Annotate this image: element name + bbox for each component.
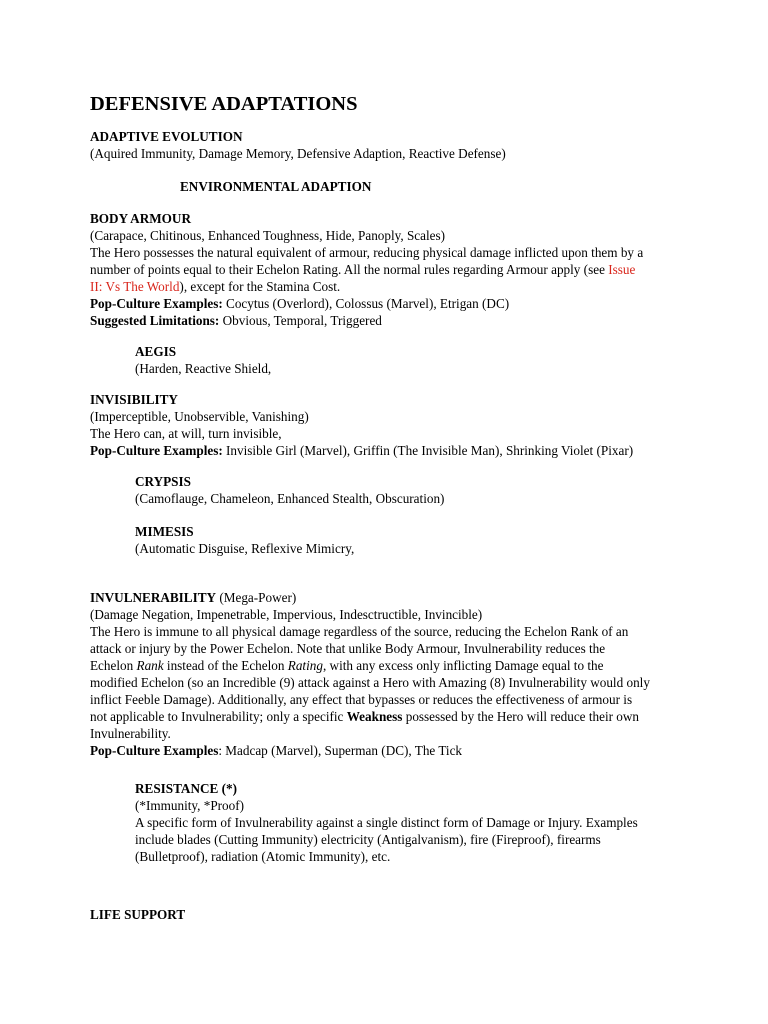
section-description: modified Echelon (so an Incredible (9) attack against a Hero with Amazing (8) Invulnerability would only <box>90 675 650 690</box>
section-aliases: (Harden, Reactive Shield, <box>135 361 272 376</box>
section-aliases: (Aquired Immunity, Damage Memory, Defensive Adaption, Reactive Defense) <box>90 146 506 161</box>
suggested-limitations: Suggested Limitations: Obvious, Temporal, Triggered <box>90 313 382 328</box>
section-description: include blades (Cutting Immunity) electricity (Antigalvanism), fire (Fireproof), firearms <box>135 832 601 847</box>
pop-culture-examples: Pop-Culture Examples: Invisible Girl (Marvel), Griffin (The Invisible Man), Shrinking Violet (Pixar) <box>90 443 634 458</box>
section-description: number of points equal to their Echelon Rating. All the normal rules regarding Armour apply (see Issue <box>90 262 636 277</box>
section-heading: INVULNERABILITY (Mega-Power) <box>90 590 297 605</box>
section-life-support <box>90 906 680 923</box>
section-mimesis <box>135 523 695 557</box>
section-aegis <box>135 343 695 377</box>
section-description: Invulnerability. <box>90 726 171 741</box>
section-aliases: (Imperceptible, Unobservible, Vanishing) <box>90 409 309 424</box>
section-description: The Hero is immune to all physical damage regardless of the source, reducing the Echelon Rank of an <box>90 624 629 639</box>
section-heading: AEGIS <box>135 344 177 359</box>
section-heading: ADAPTIVE EVOLUTION <box>90 129 243 144</box>
page-title: DEFENSIVE ADAPTATIONS <box>90 93 358 115</box>
section-body-armour <box>90 210 680 329</box>
section-aliases: (Camoflauge, Chameleon, Enhanced Stealth, Obscuration) <box>135 491 445 506</box>
section-crypsis <box>135 473 695 507</box>
section-heading: MIMESIS <box>135 524 194 539</box>
section-heading: ENVIRONMENTAL ADAPTION <box>180 179 372 194</box>
section-description: A specific form of Invulnerability against a single distinct form of Damage or Injury. Examples <box>135 815 638 830</box>
issue-link[interactable]: Issue <box>608 262 636 277</box>
section-heading: BODY ARMOUR <box>90 211 191 226</box>
section-environmental-adaption <box>180 178 768 195</box>
section-aliases: (*Immunity, *Proof) <box>135 798 245 813</box>
section-description: (Bulletproof), radiation (Atomic Immunity), etc. <box>135 849 391 864</box>
section-invulnerability <box>90 589 680 759</box>
section-description: Echelon Rank instead of the Echelon Rating, with any excess only inflicting Damage equal to the <box>90 658 604 673</box>
section-description: The Hero can, at will, turn invisible, <box>90 426 282 441</box>
section-heading: LIFE SUPPORT <box>90 907 186 922</box>
section-heading: RESISTANCE (*) <box>135 781 237 796</box>
section-aliases: (Damage Negation, Impenetrable, Impervious, Indesctructible, Invincible) <box>90 607 483 622</box>
section-description: not applicable to Invulnerability; only a specific Weakness possessed by the Hero will reduce their own <box>90 709 640 724</box>
pop-culture-examples: Pop-Culture Examples: Madcap (Marvel), Superman (DC), The Tick <box>90 743 463 758</box>
section-description: II: Vs The World), except for the Stamina Cost. <box>90 279 341 294</box>
section-aliases: (Automatic Disguise, Reflexive Mimicry, <box>135 541 355 556</box>
section-aliases: (Carapace, Chitinous, Enhanced Toughness, Hide, Panoply, Scales) <box>90 228 446 243</box>
section-description: attack or injury by the Power Echelon. Note that unlike Body Armour, Invulnerability reduces the <box>90 641 606 656</box>
section-invisibility <box>90 391 680 459</box>
section-adaptive-evolution <box>90 128 680 162</box>
section-heading: CRYPSIS <box>135 474 191 489</box>
section-resistance <box>135 780 695 865</box>
section-description: inflict Feeble Damage). Additionally, any effect that bypasses or reduces the effectiveness of armour is <box>90 692 633 707</box>
pop-culture-examples: Pop-Culture Examples: Cocytus (Overlord), Colossus (Marvel), Etrigan (DC) <box>90 296 510 311</box>
section-description: The Hero possesses the natural equivalent of armour, reducing physical damage inflicted upon them by a <box>90 245 644 260</box>
issue-link[interactable]: II: Vs The World <box>90 279 180 294</box>
section-heading: INVISIBILITY <box>90 392 178 407</box>
